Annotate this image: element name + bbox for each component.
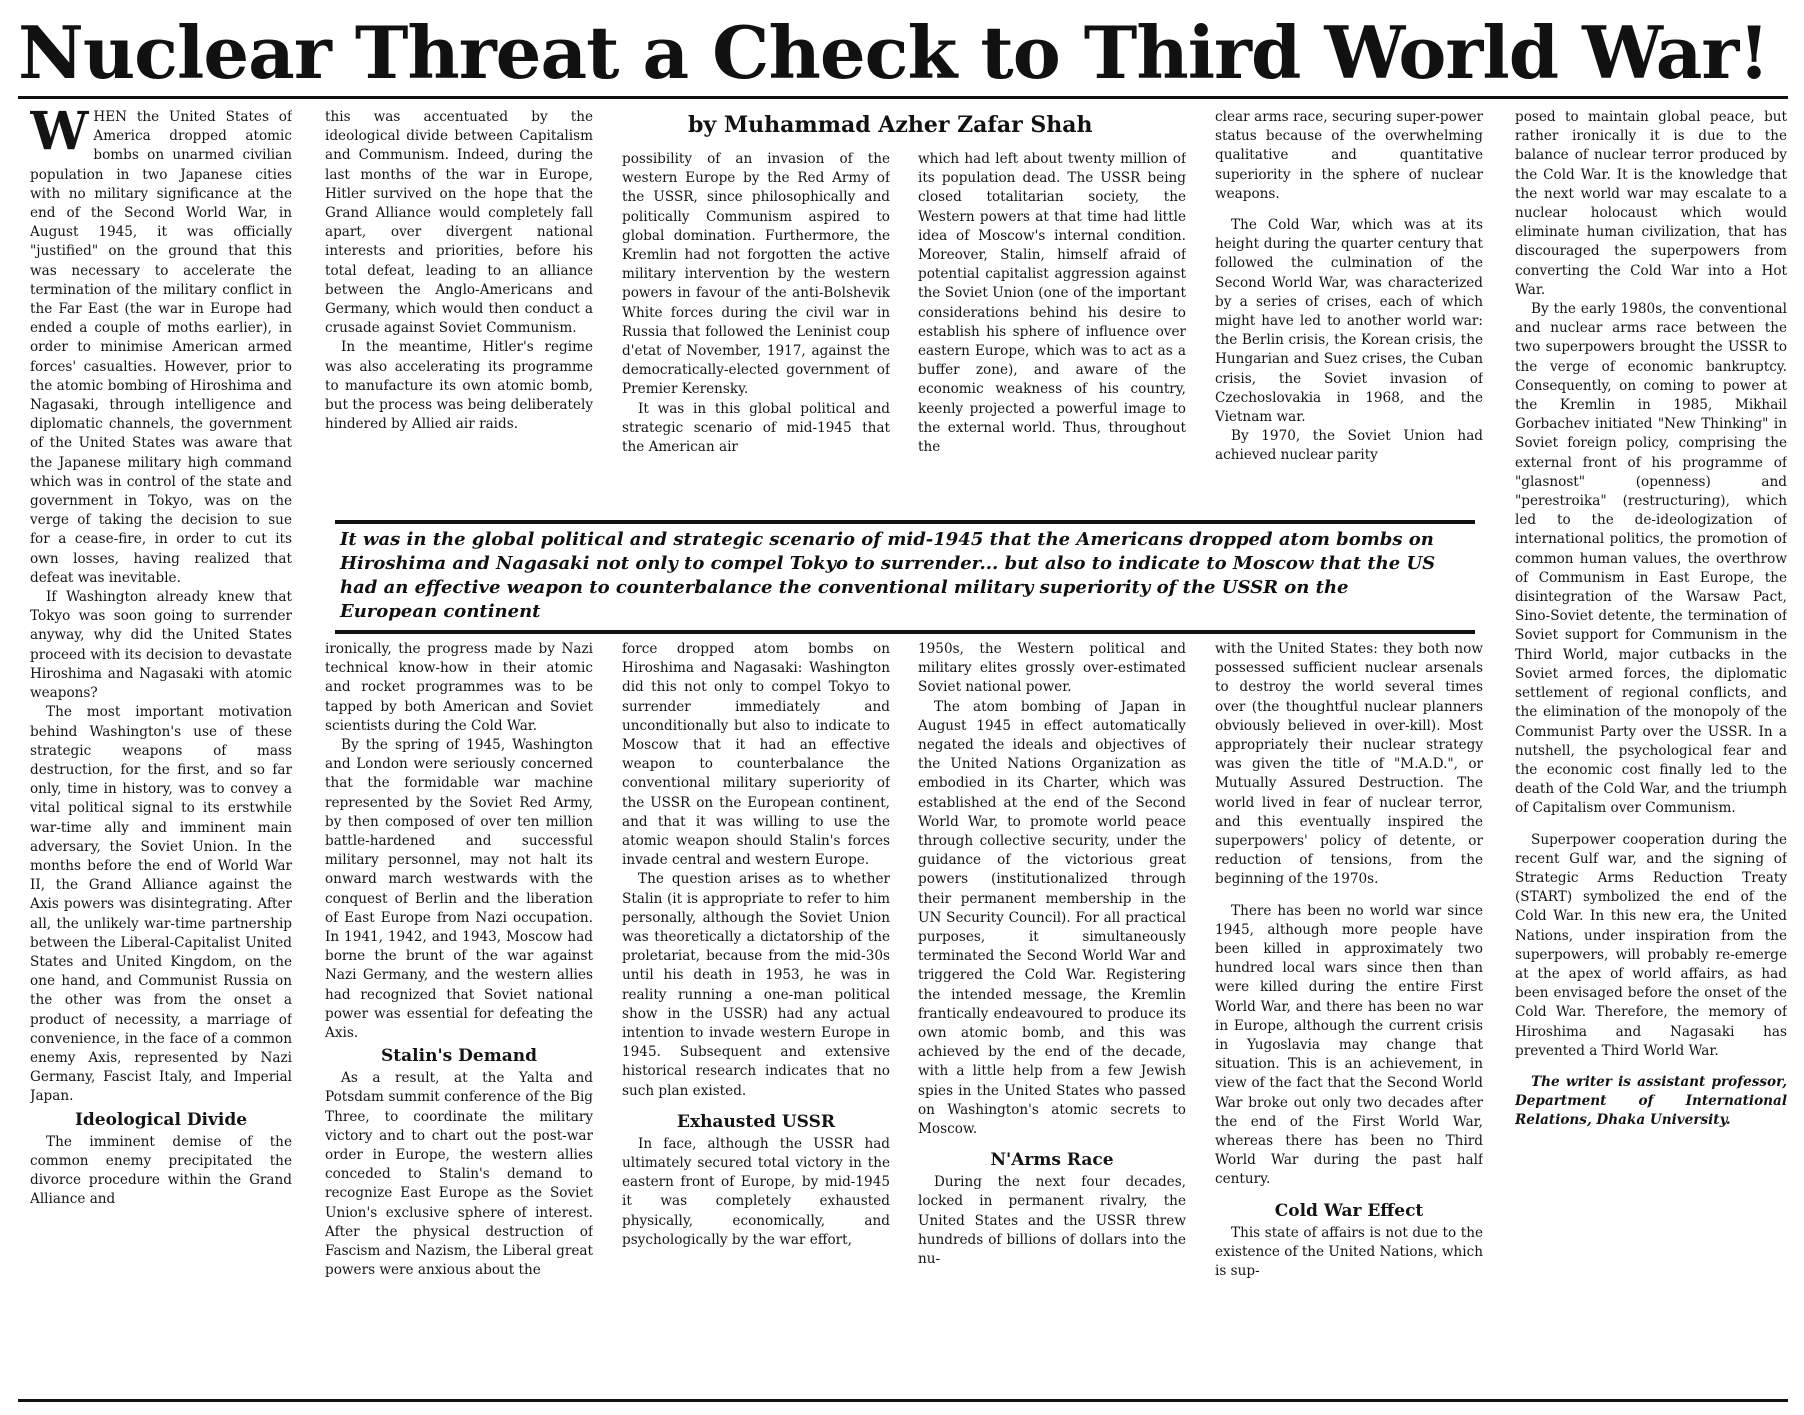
pull-quote: It was in the global political and strategic scenario of mid-1945 that the Americans dropped atom bombs on Hiroshima and Nagasaki not only to compel Tokyo to surrender... but also to indicate to Moscow that the US had an effective weapon to counterbalance the conventional military superiority of the USSR on the European continent (340, 529, 1436, 622)
bottom-rule (18, 1399, 1788, 1402)
paragraph: By the spring of 1945, Washington and London were seriously concerned that the formidable war machine represented by the Soviet Red Army, by then composed of over ten million battle-hardened and successful military personnel, may not halt its onward march westwards with the conquest of Berlin and the liberation of East Europe from Nazi occupation. In 1941, 1942, and 1943, Moscow had borne the brunt of the war against Nazi Germany, and the western allies had recognized that Soviet national power was essential for defeating the Axis. (325, 737, 593, 1042)
pull-quote-top-rule (335, 520, 1475, 524)
paragraph: The imminent demise of the common enemy precipitated the divorce procedure within the Grand Alliance and (30, 1133, 292, 1208)
article-column-4-bottom (918, 640, 1186, 1393)
paragraph: possibility of an invasion of the western Europe by the Red Army of the USSR, since philosophically and politically Communism aspired to global domination. Furthermore, the Kremlin had not forgotten the active military intervention by the western powers in favour of the anti-Bolshevik White forces during the civil war in Russia that followed the Leninist coup d'etat of November, 1917, against the democratically-elected government of Premier Kerensky. (622, 151, 890, 398)
paragraph: which had left about twenty million of its population dead. The USSR being closed totalitarian society, the Western powers at that time had little idea of Moscow's internal condition. Moreover, Stalin, himself afraid of potential capitalist aggression against the Soviet Union (one of the important considerations behind his desire to establish his sphere of influence over eastern Europe, which was to act as a buffer zone), and aware of the economic weakness of his country, keenly projected a powerful image to the external world. Thus, throughout the (918, 151, 1186, 456)
byline: by Muhammad Azher Zafar Shah (688, 112, 1093, 138)
subheading-cold-war-effect: Cold War Effect (1274, 1200, 1424, 1221)
article-column-6 (1515, 108, 1787, 1393)
author-credit: The writer is assistant professor, Department of International Relations, Dhaka University. (1515, 1073, 1787, 1129)
paragraph: The atom bombing of Japan in August 1945 in effect automatically negated the ideals and objectives of the United Nations Organization as embodied in its Charter, which was established at the end of the Second World War, to promote world peace through collective security, under the guidance of the victorious great powers (institutionalized through their permanent membership in the UN Security Council). For all practical purposes, it simultaneously terminated the Second World War and triggered the Cold War. Registering the intended message, the Kremlin frantically endeavoured to produce its own atomic bomb, and this was achieved by the end of the decade, with a little help from a few Jewish spies in the United States who passed on Washington's atomic secrets to Moscow. (918, 698, 1186, 1138)
paragraph: During the next four decades, locked in permanent rivalry, the United States and the USSR threw hundreds of billions of dollars into the nu- (918, 1174, 1186, 1268)
paragraph: clear arms race, securing super-power status because of the overwhelming qualitative and quantitative superiority in the sphere of nuclear weapons. (1215, 109, 1483, 202)
paragraph: posed to maintain global peace, but rather ironically it is due to the balance of nuclear terror produced by the Cold War. It is the knowledge that the next world war may escalate to a nuclear holocaust which would eliminate human civilization, that has discouraged the superpowers from converting the Cold War into a Hot War. (1515, 109, 1787, 298)
paragraph: There has been no world war since 1945, although more people have been killed in approximately two hundred local wars since then than were killed during the entire First World War, and there has been no war in Europe, although the current crisis in Yugoslavia may change that situation. This is an achievement, in view of the fact that the Second World War broke out only two decades after the end of the First World War, whereas there has been no Third World War during the past half century. (1215, 902, 1483, 1188)
paragraph: This state of affairs is not due to the existence of the United Nations, which is sup- (1215, 1224, 1483, 1280)
article-column-2-bottom (325, 640, 593, 1393)
paragraph: As a result, at the Yalta and Potsdam summit conference of the Big Three, to coordinate the military victory and to chart out the post-war order in Europe, the western allies conceded to Stalin's demand to recognize East Europe as the Soviet Union's exclusive sphere of interest. After the physical destruction of Fascism and Nazism, the Liberal great powers were anxious about the (325, 1070, 593, 1279)
article-column-5-bottom (1215, 640, 1483, 1393)
subheading-narms-race: N'Arms Race (990, 1150, 1114, 1171)
article-column-2-top (325, 108, 593, 513)
paragraph: By the early 1980s, the conventional and nuclear arms race between the two superpowers brought the USSR to the verge of economic bankruptcy. Consequently, on coming to power at the Kremlin in 1985, Mikhail Gorbachev initiated "New Thinking" in Soviet foreign policy, comprising the external front of his programme of "glasnost" (openness) and "perestroika" (restructuring), which led to the de-ideologization of international politics, the promotion of common human values, the overthrow of Communism in East Europe, the disintegration of the Warsaw Pact, Sino-Soviet detente, the termination of Soviet support for Communism in the Third World, major cutbacks in the Soviet armed forces, the diplomatic settlement of regional conflicts, and the elimination of the monopoly of the Communist Party over the USSR. In a nutshell, the psychological fear and the economic cost finally led to the death of the Cold War, and the triumph of Capitalism over Communism. (1515, 301, 1787, 817)
paragraph: this was accentuated by the ideological divide between Capitalism and Communism. Indeed, during the last months of the war in Europe, Hitler survived on the hope that the Grand Alliance would completely fall apart, over divergent national interests and priorities, before his total defeat, leading to an alliance between the Anglo-Americans and Germany, which would then conduct a crusade against Soviet Communism. (325, 109, 593, 337)
drop-cap: W (30, 108, 89, 162)
paragraph: If Washington already knew that Tokyo was soon going to surrender anyway, why did the United States proceed with its decision to devastate Hiroshima and Nagasaki with atomic weapons? (30, 589, 292, 702)
lead-paragraph-text: HEN the United States of America dropped atomic bombs on unarmed civilian population in two Japanese cities with no military significance at the end of the Second World War, in August 1945, it was officially "justified" on the ground that this was necessary to accelerate the termination of the military conflict in the Far East (the war in Europe had ended a couple of moths earlier), in order to minimise American armed forces' casualties. However, prior to the atomic bombing of Hiroshima and Nagasaki, through intelligence and diplomatic channels, the government of the United States was aware that the Japanese military high command which was in control of the state and government in Tokyo, was on the verge of taking the decision to sue for a cease-fire, in order to cut its own losses, having realized that defeat was inevitable. (30, 109, 292, 586)
article-column-3-top (622, 150, 890, 513)
pull-quote-bottom-rule (335, 630, 1475, 634)
paragraph: with the United States: they both now possessed sufficient nuclear arsenals to destroy the world several times over (the thoughtful nuclear planners obviously believed in over-kill). Most appropriately their nuclear strategy was given the title of "M.A.D.", or Mutually Assured Destruction. The world lived in fear of nuclear terror, and this eventually inspired the superpowers' policy of detente, or reduction of tensions, from the beginning of the 1970s. (1215, 641, 1483, 888)
paragraph: The Cold War, which was at its height during the quarter century that followed the culmination of the Second World War, was characterized by a series of crises, each of which might have led to another world war: the Berlin crisis, the Korean crisis, the Hungarian and Suez crises, the Cuban crisis, the Soviet invasion of Czechoslovakia in 1968, and the Vietnam war. (1215, 217, 1483, 426)
paragraph: 1950s, the Western political and military elites grossly over-estimated Soviet national power. (918, 641, 1186, 696)
paragraph: The most important motivation behind Washington's use of these strategic weapons of mass destruction, for the first, and so far only, time in history, was to convey a vital political signal to its erstwhile war-time ally and imminent main adversary, the Soviet Union. In the months before the end of World War II, the Grand Alliance against the Axis powers was disintegrating. After all, the unlikely war-time partnership between the Liberal-Capitalist United States and United Kingdom, on the one hand, and Communist Russia on the other was from the onset a product of necessity, a marriage of convenience, in the face of a common enemy Axis, represented by Nazi Germany, Fascist Italy, and Imperial Japan. (30, 704, 292, 1105)
paragraph: ironically, the progress made by Nazi technical know-how in their atomic and rocket programmes was to be tapped by both American and Soviet scientists during the Cold War. (325, 641, 593, 734)
paragraph: By 1970, the Soviet Union had achieved nuclear parity (1215, 428, 1483, 464)
subheading-exhausted-ussr: Exhausted USSR (676, 1111, 835, 1132)
paragraph: force dropped atom bombs on Hiroshima and Nagasaki: Washington did this not only to compel Tokyo to surrender immediately and unconditionally but also to indicate to Moscow that it had an effective weapon to counterbalance the conventional military superiority of the USSR on the European continent, and that it was willing to use the atomic weapon should Stalin's forces invade central and western Europe. (622, 641, 890, 869)
paragraph: In face, although the USSR had ultimately secured total victory in the eastern front of Europe, by mid-1945 it was completely exhausted physically, economically, and psychologically by the war effort, (622, 1135, 890, 1248)
subheading-ideological-divide: Ideological Divide (74, 1109, 248, 1130)
paragraph: Superpower cooperation during the recent Gulf war, and the signing of Strategic Arms Reduction Treaty (START) symbolized the end of the Cold War. In this new era, the United Nations, under inspiration from the superpowers, will probably re-emerge at the apex of world affairs, as had been envisaged before the onset of the Cold War. Therefore, the memory of Hiroshima and Nagasaki has prevented a Third World War. (1515, 831, 1787, 1059)
lead-paragraph (30, 108, 292, 588)
paragraph: The question arises as to whether Stalin (it is appropriate to refer to him personally, although the Soviet Union was theoretically a dictatorship of the proletariat, because from the mid-30s until his death in 1953, he was in reality running a one-man political show in the USSR) had any actual intention to invade western Europe in 1945. Subsequent and extensive historical research indicates that no such plan existed. (622, 871, 890, 1099)
headline-rule (18, 96, 1788, 99)
paragraph: In the meantime, Hitler's regime was also accelerating its programme to manufacture its own atomic bomb, but the process was being deliberately hindered by Allied air raids. (325, 339, 593, 433)
article-column-4-top (918, 150, 1186, 513)
paragraph: It was in this global political and strategic scenario of mid-1945 that the American air (622, 400, 890, 456)
article-column-1 (30, 108, 292, 1393)
article-column-3-bottom (622, 640, 890, 1393)
article-column-5-top (1215, 108, 1483, 513)
headline: Nuclear Threat a Check to Third World War! (18, 10, 1769, 95)
subheading-stalins-demand: Stalin's Demand (381, 1046, 537, 1067)
